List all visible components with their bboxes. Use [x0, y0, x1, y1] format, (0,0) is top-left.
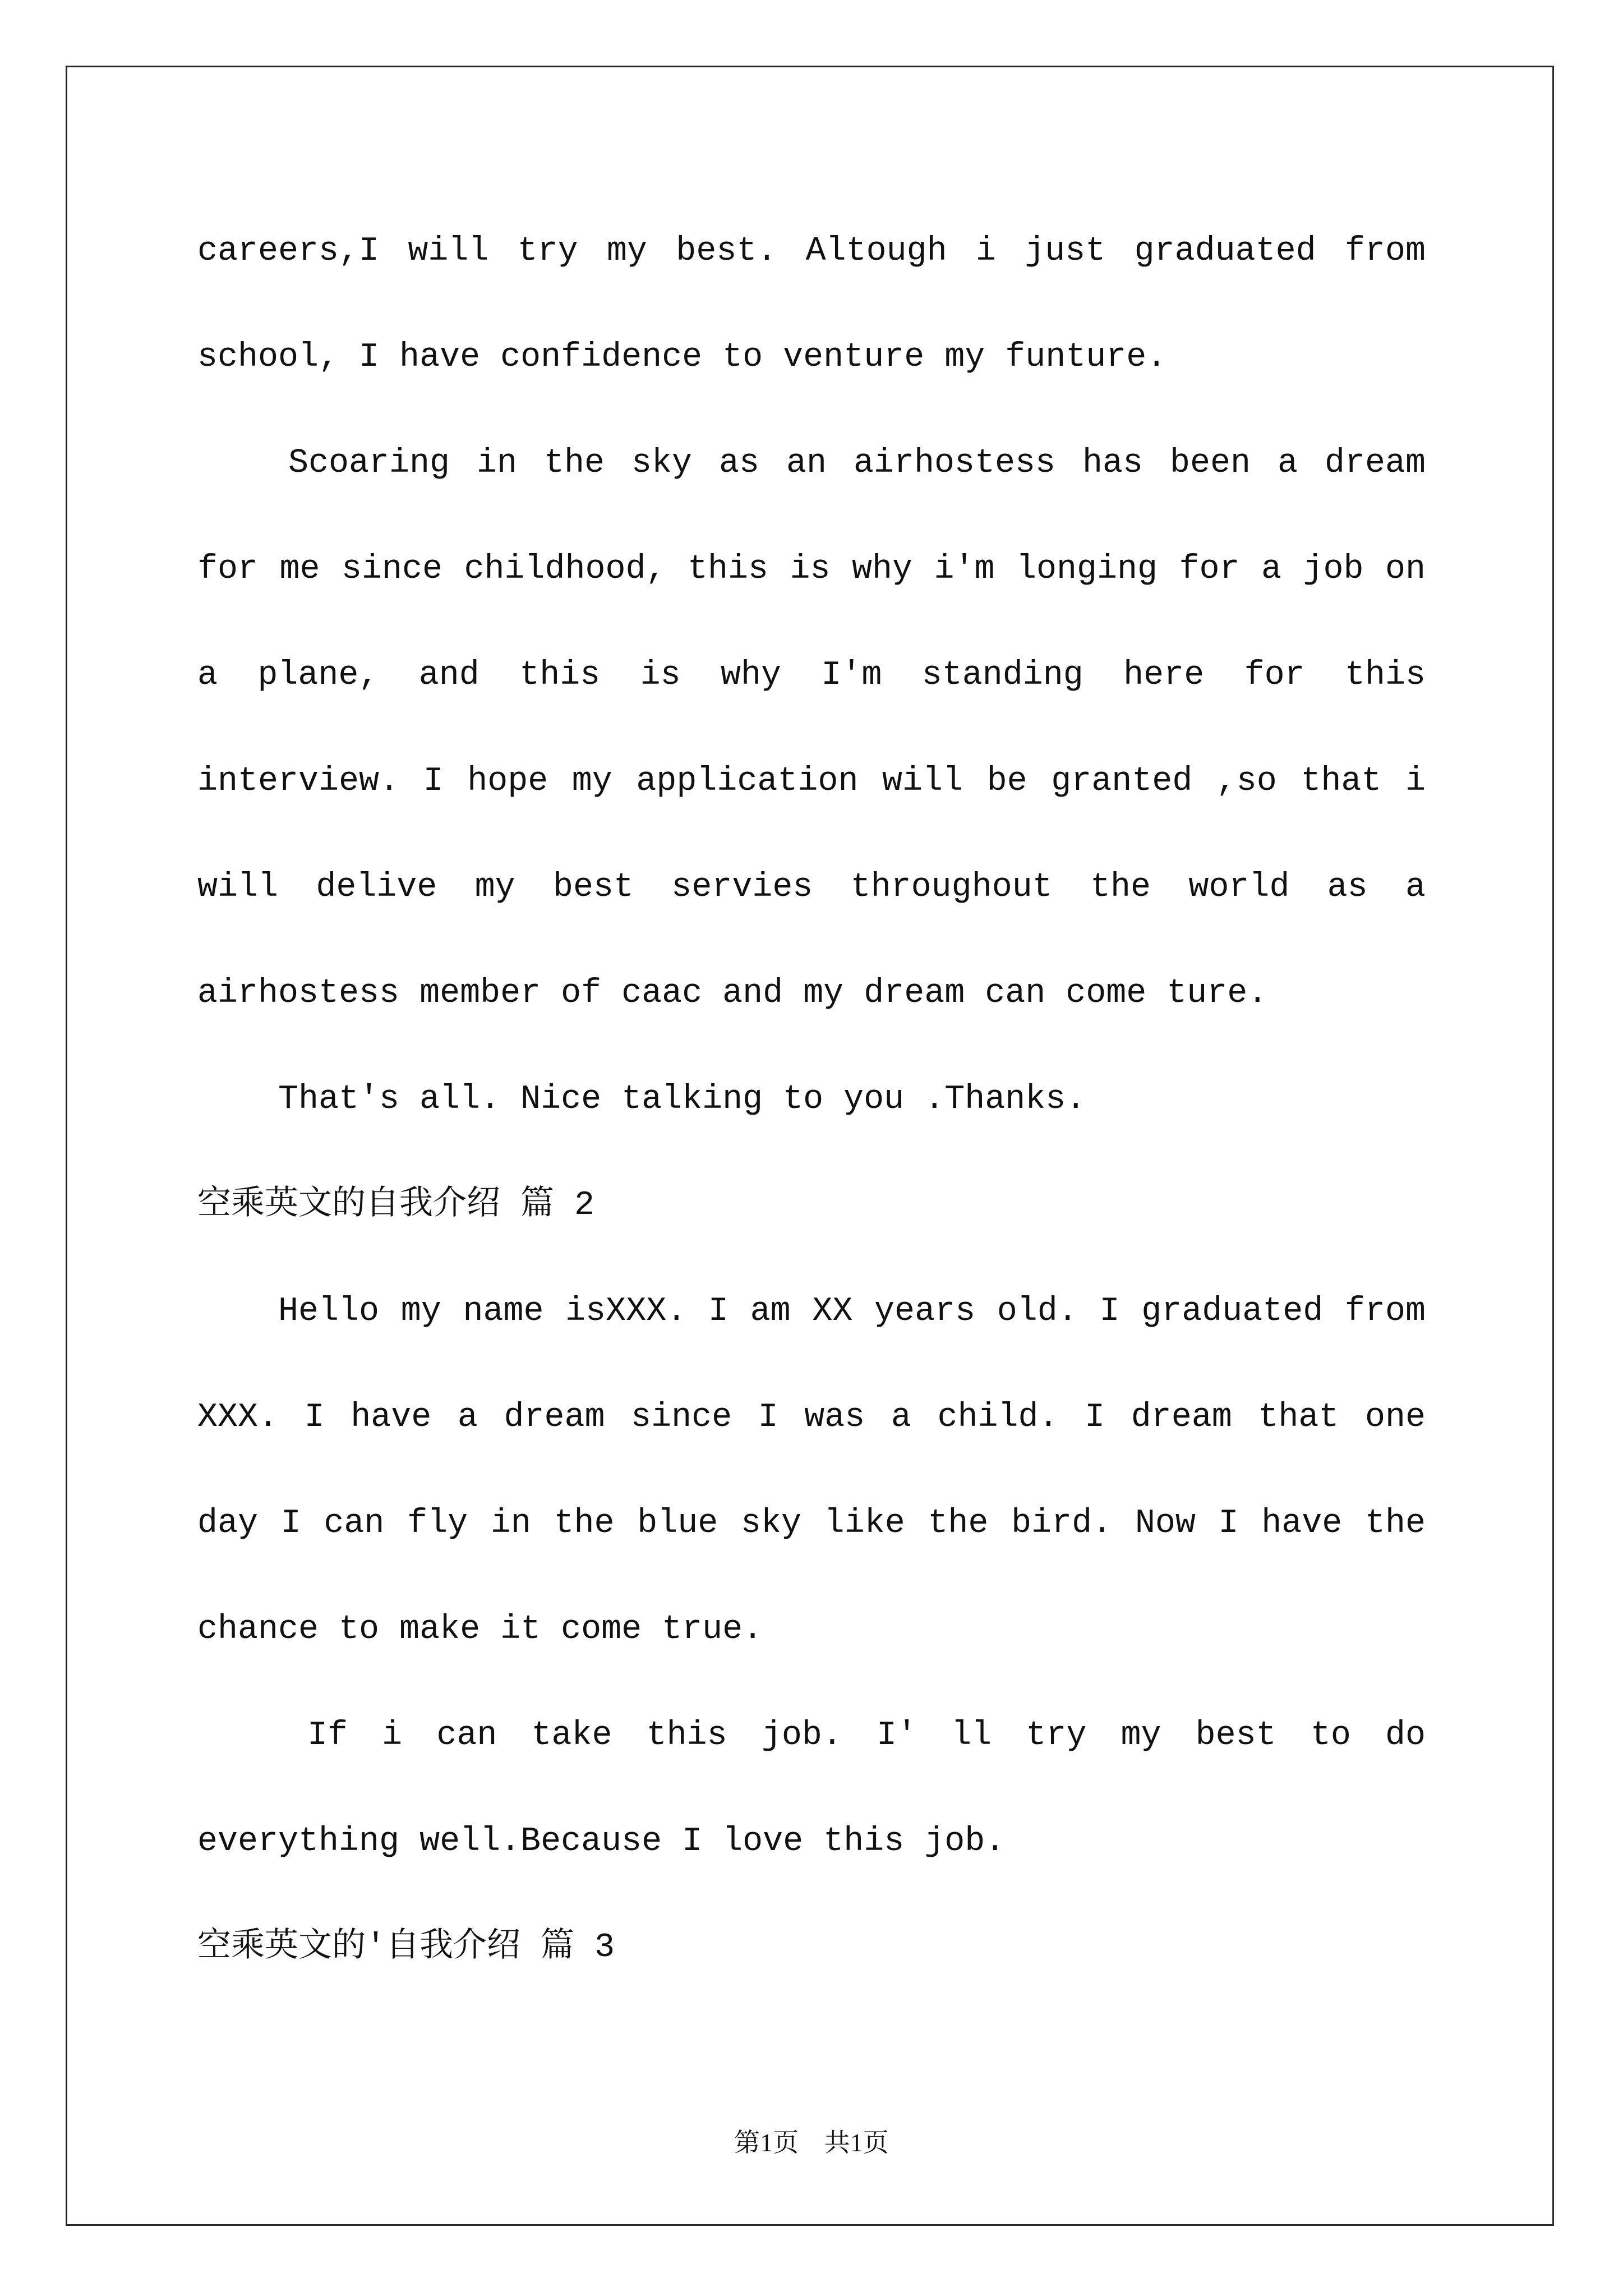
paragraph-continuation [197, 199, 1426, 411]
paragraph-line: interview. I hope my application will be granted ,so that i [197, 762, 1426, 800]
paragraph-line: chance to make it come true. [197, 1611, 763, 1649]
paragraph-line: Scoaring in the sky as an airhostess has been a dream [288, 444, 1426, 482]
paragraph-line: will delive my best servies throughout the world as a [197, 868, 1426, 907]
paragraph-line: everything well.Because I love this job. [197, 1823, 1006, 1861]
paragraph-line: for me since childhood, this is why i'm longing for a job on [197, 550, 1426, 588]
paragraph-line: airhostess member of caac and my dream can come ture. [197, 974, 1268, 1013]
section-heading-3: 空乘英文的'自我介绍 篇 3 [197, 1929, 615, 1967]
section-heading-2: 空乘英文的自我介绍 篇 2 [197, 1186, 595, 1225]
paragraph-line: a plane, and this is why I'm standing here for this [197, 656, 1426, 694]
paragraph-commitment [197, 1683, 1426, 1895]
document-body [197, 199, 1426, 2001]
paragraph-closing [197, 1047, 1426, 1153]
paragraph-dream [197, 411, 1426, 1047]
paragraph-line: school, I have confidence to venture my funture. [197, 338, 1167, 376]
paragraph-line: Hello my name isXXX. I am XX years old. I graduated from [278, 1292, 1426, 1331]
paragraph-line: careers,I will try my best. Altough i just graduated from [197, 232, 1426, 270]
paragraph-introduction [197, 1259, 1426, 1683]
paragraph-line: XXX. I have a dream since I was a child. I dream that one [197, 1398, 1426, 1437]
paragraph-line: If i can take this job. I' ll try my best to do [307, 1717, 1426, 1755]
paragraph-line: That's all. Nice talking to you .Thanks. [278, 1080, 1086, 1119]
paragraph-line: day I can fly in the blue sky like the bird. Now I have the [197, 1504, 1426, 1543]
page-footer: 第1页 共1页 [734, 2128, 889, 2157]
